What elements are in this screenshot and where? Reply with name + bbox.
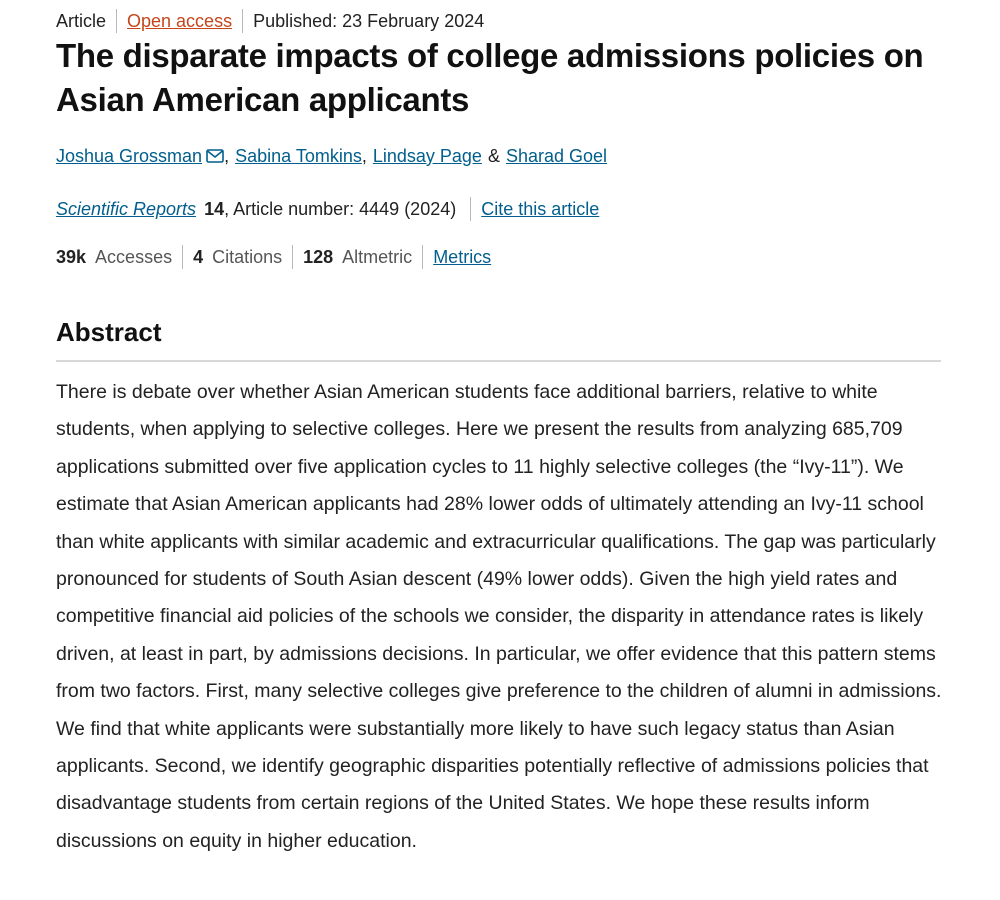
altmetric-label: Altmetric	[342, 247, 413, 267]
citation-divider	[470, 197, 471, 221]
metrics-divider	[292, 245, 293, 269]
published-date: Published: 23 February 2024	[253, 11, 485, 31]
article-title: The disparate impacts of college admissions policies on Asian American applicants	[56, 37, 924, 118]
metrics-link[interactable]: Metrics	[433, 247, 492, 267]
meta-divider	[242, 9, 243, 33]
article-type: Article	[56, 11, 107, 31]
author-list	[56, 144, 607, 168]
metrics-divider	[422, 245, 423, 269]
section-divider	[56, 360, 941, 362]
author-link[interactable]: Sharad Goel	[505, 146, 608, 166]
citations-count: 4	[193, 247, 204, 267]
metrics-divider	[182, 245, 183, 269]
cite-article-link[interactable]: Cite this article	[481, 199, 600, 219]
citations-label: Citations	[212, 247, 283, 267]
abstract-heading: Abstract	[56, 317, 162, 347]
article-number: , Article number: 4449 (2024)	[224, 199, 457, 219]
open-access-link[interactable]: Open access	[127, 11, 233, 31]
author-link[interactable]: Sabina Tomkins	[235, 146, 362, 166]
accesses-label: Accesses	[95, 247, 173, 267]
author-separator: ,	[361, 146, 367, 166]
accesses-count: 39k	[56, 247, 87, 267]
volume-number: 14	[204, 199, 225, 219]
author-link[interactable]: Joshua Grossman	[56, 146, 203, 166]
meta-divider	[116, 9, 117, 33]
journal-link[interactable]: Scientific Reports	[56, 199, 197, 219]
mail-icon[interactable]	[206, 149, 224, 163]
article-meta-row	[56, 9, 484, 33]
abstract-text: There is debate over whether Asian American students face additional barriers, relative to white students, when applying to selective colleges. Here we present the results from analyzing 685,709 applications submitted over five application cycles to 11 highly selective colleges (the “Ivy-11”). We estimate that Asian American applicants had 28% lower odds of ultimately attending an Ivy-11 school than white applicants with similar academic and extracurricular qualifications. The gap was particularly pronounced for students of South Asian descent (49% lower odds). Given the high yield rates and competitive financial aid policies of the schools we consider, the disparity in attendance rates is likely driven, at least in part, by admissions decisions. In particular, we offer evidence that this pattern stems from two factors. First, many selective colleges give preference to the children of alumni in admissions. We find that white applicants were substantially more likely to have such legacy status than Asian applicants. Second, we identify geographic disparities potentially reflective of admissions policies that disadvantage students from certain regions of the United States. We hope these results inform discussions on equity in higher education.	[56, 381, 942, 852]
altmetric-score: 128	[303, 247, 334, 267]
author-separator: &	[487, 146, 500, 166]
author-link[interactable]: Lindsay Page	[372, 146, 482, 166]
citation-row	[56, 197, 599, 221]
metrics-row	[56, 245, 491, 269]
author-separator: ,	[224, 146, 230, 166]
